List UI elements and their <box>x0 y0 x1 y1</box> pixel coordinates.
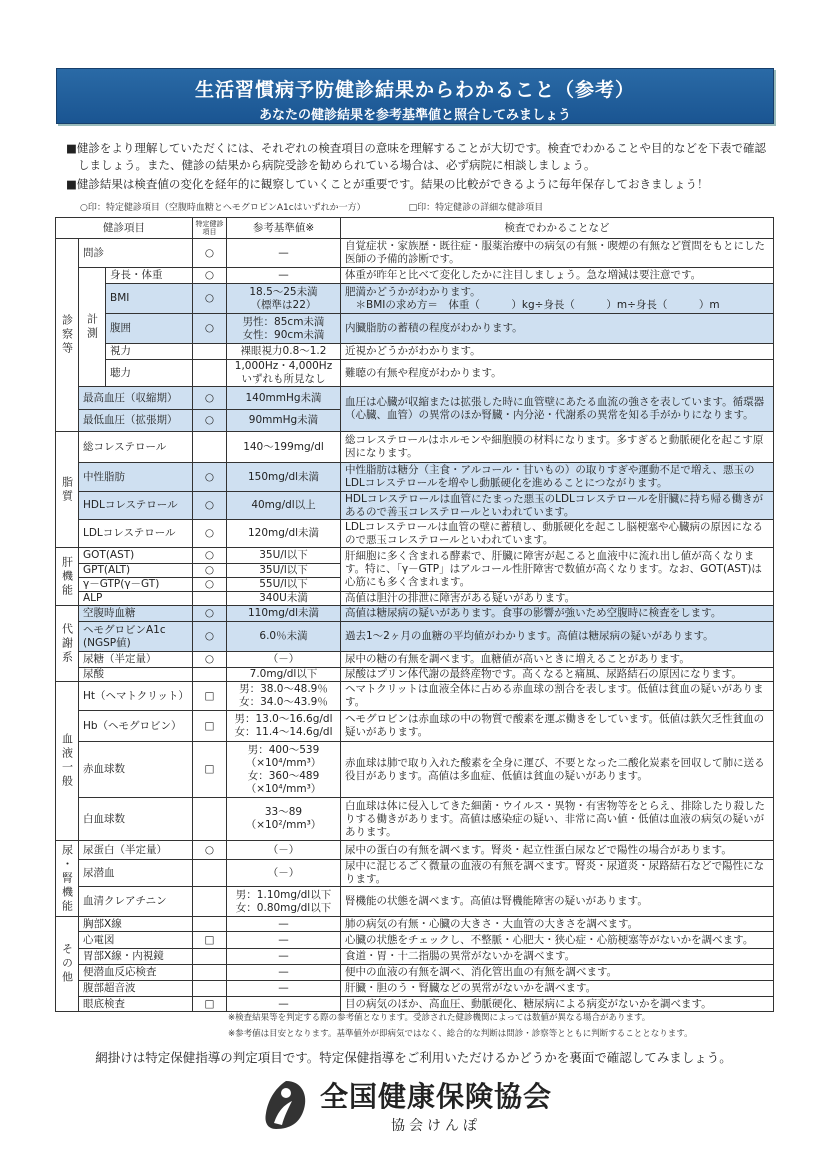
category-label: その他 <box>56 917 79 1012</box>
item-description: 体重が昨年と比べて変化したかに注目しましょう。急な増減は要注意です。 <box>341 268 774 284</box>
item-name: 中性脂肪 <box>79 463 193 492</box>
intro-text <box>66 140 771 195</box>
item-name: 最低血圧（拡張期） <box>79 410 193 432</box>
item-description: 難聴の有無や程度がわかります。 <box>341 360 774 387</box>
title-banner <box>56 68 774 124</box>
table-row <box>56 981 774 997</box>
category-label: 血液一般 <box>56 682 79 841</box>
kyokai-kenpo-logo <box>262 1075 552 1135</box>
item-description: 尿酸はプリン体代謝の最終産物です。高くなると痛風、尿路結石の原因になります。 <box>341 668 774 682</box>
item-reference: — <box>227 997 341 1012</box>
item-reference: 7.0mg/dl以下 <box>227 668 341 682</box>
table-row <box>56 548 774 564</box>
item-reference: （－） <box>227 652 341 668</box>
item-mark: ○ <box>193 564 227 578</box>
item-name: 尿潜血 <box>79 860 193 887</box>
item-description: 食道・胃・十二指腸の異常がないかを調べます。 <box>341 949 774 965</box>
item-name: 空腹時血糖 <box>79 606 193 622</box>
item-name: 問診 <box>79 239 193 268</box>
item-name: 腹囲 <box>106 314 193 344</box>
item-reference: 男：400～539 （×10⁴/mm³） 女：360～489 （×10⁴/mm³） <box>227 742 341 798</box>
item-name: ヘモグロビンA1c (NGSP値) <box>79 622 193 652</box>
table-row <box>56 917 774 932</box>
intro-paragraph: ■健診をより理解していただくには、それぞれの検査項目の意味を理解することが大切です。検査でわかることや目的などを下表で確認しましょう。また、健診の結果から病院受診を勧められている場合は、必ず病院に相談しましょう。 <box>66 141 766 172</box>
item-reference: 35U/l以下 <box>227 564 341 578</box>
item-reference: 6.0％未満 <box>227 622 341 652</box>
item-description: 自覚症状・家族歴・既往症・服薬治療中の病気の有無・喫煙の有無など質問をもとにした医師の予備的診断です。 <box>341 239 774 268</box>
item-mark: ○ <box>193 520 227 548</box>
item-name: 視力 <box>106 344 193 360</box>
table-row <box>56 432 774 463</box>
table-row <box>56 284 774 314</box>
item-description: 総コレステロールはホルモンや細胞膜の材料になります。多すぎると動脈硬化を起こす原因になります。 <box>341 432 774 463</box>
item-description: LDLコレステロールは血管の壁に蓄積し、動脈硬化を起こし脳梗塞や心臓病の原因になるので悪玉コレステロールといわれています。 <box>341 520 774 548</box>
item-mark: ○ <box>193 548 227 564</box>
item-description: 過去1～2ヶ月の血糖の平均値がわかります。高値は糖尿病の疑いがあります。 <box>341 622 774 652</box>
item-description: 尿中に混じるごく微量の血液の有無を調べます。腎炎・尿道炎・尿路結石などで陽性になります。 <box>341 860 774 887</box>
item-reference: — <box>227 965 341 981</box>
footnotes <box>228 1010 693 1042</box>
item-name: 心電図 <box>79 932 193 949</box>
item-reference: 男：1.10mg/dl以下 女：0.80mg/dl以下 <box>227 887 341 917</box>
item-description: 腎機能の状態を調べます。高値は腎機能障害の疑いがあります。 <box>341 887 774 917</box>
item-mark: □ <box>193 742 227 798</box>
item-name: 尿蛋白（半定量） <box>79 841 193 860</box>
item-description: ヘモグロビンは赤血球の中の物質で酸素を運ぶ働きをしています。低値は鉄欠乏性貧血の疑いがあります。 <box>341 711 774 742</box>
item-description: ヘマトクリットは血液全体に占める赤血球の割合を表します。低値は貧血の疑いがあります。 <box>341 682 774 711</box>
item-name: 白血球数 <box>79 798 193 841</box>
header-mark: 特定健診項目 <box>193 218 227 239</box>
item-description: 肝臓・胆のう・腎臓などの異常がないかを調べます。 <box>341 981 774 997</box>
table-row <box>56 949 774 965</box>
item-mark: ○ <box>193 652 227 668</box>
page-subtitle: あなたの健診結果を参考基準値と照合してみましょう <box>258 108 571 123</box>
table-row <box>56 742 774 798</box>
item-description: 血圧は心臓が収縮または拡張した時に血管壁にあたる血流の強さを表しています。循環器（心臓、血管）の異常のほか腎臓・内分泌・代謝系の異常を知る手がかりになります。 <box>341 387 774 432</box>
item-description: 白血球は体に侵入してきた細菌・ウイルス・異物・有害物等をとらえ、排除したり殺したりする働きがあります。高値は感染症の疑い、非常に高い値・低値は血液の病気の疑いがあります。 <box>341 798 774 841</box>
item-reference: — <box>227 932 341 949</box>
footnote: ※検査結果等を判定する際の参考値となります。受診された健診機関によっては数値が異なる場合があります。 <box>228 1013 651 1023</box>
table-row <box>56 668 774 682</box>
table-row <box>56 344 774 360</box>
item-mark: ○ <box>193 463 227 492</box>
item-mark: ○ <box>193 606 227 622</box>
item-description: 近視かどうかがわかります。 <box>341 344 774 360</box>
item-reference: 110mg/dl未満 <box>227 606 341 622</box>
item-reference: — <box>227 981 341 997</box>
category-label: 診察等 <box>56 239 79 432</box>
item-reference: — <box>227 917 341 932</box>
item-reference: 1,000Hz・4,000Hz いずれも所見なし <box>227 360 341 387</box>
logo-sub: 協会けんぽ <box>391 1118 481 1134</box>
item-name: 尿糖（半定量） <box>79 652 193 668</box>
logo-mark-icon <box>262 1079 310 1131</box>
item-description: 高値は胆汁の排泄に障害がある疑いがあります。 <box>341 592 774 606</box>
item-mark <box>193 432 227 463</box>
table-row <box>56 682 774 711</box>
item-mark <box>193 592 227 606</box>
table-row <box>56 652 774 668</box>
table-row <box>56 520 774 548</box>
item-reference: — <box>227 268 341 284</box>
table-row <box>56 798 774 841</box>
item-mark <box>193 668 227 682</box>
item-name: 総コレステロール <box>79 432 193 463</box>
item-description: 便中の血液の有無を調べ、消化管出血の有無を調べます。 <box>341 965 774 981</box>
item-name: 腹部超音波 <box>79 981 193 997</box>
table-row <box>56 887 774 917</box>
legend-square: □印：特定健診の詳細な健診項目 <box>408 203 544 213</box>
item-name: GPT(ALT) <box>79 564 193 578</box>
item-mark: ○ <box>193 314 227 344</box>
item-name: γ－GTP(γ－GT) <box>79 578 193 592</box>
item-name: 便潜血反応検査 <box>79 965 193 981</box>
item-mark: ○ <box>193 239 227 268</box>
table-row <box>56 841 774 860</box>
subcategory-label: 計測 <box>79 268 106 387</box>
item-mark: ○ <box>193 284 227 314</box>
category-label: 肝機能 <box>56 548 79 606</box>
item-name: 最高血圧（収縮期） <box>79 387 193 410</box>
table-row <box>56 592 774 606</box>
item-reference: （－） <box>227 841 341 860</box>
item-name: GOT(AST) <box>79 548 193 564</box>
table-row <box>56 314 774 344</box>
item-name: 身長・体重 <box>106 268 193 284</box>
item-name: BMI <box>106 284 193 314</box>
item-reference: 55U/l以下 <box>227 578 341 592</box>
footnote: ※参考値は目安となります。基準値外が即病気ではなく、総合的な判断は問診・診察等とともに判断することとなります。 <box>228 1029 693 1039</box>
item-description: 肥満かどうかがわかります。 ＊BMIの求め方＝ 体重（ ）kg÷身長（ ）m÷身長（ ）m <box>341 284 774 314</box>
item-mark <box>193 981 227 997</box>
header-desc: 検査でわかることなど <box>341 218 774 239</box>
category-label: 代謝系 <box>56 606 79 682</box>
item-reference: 男：13.0～16.6g/dl 女：11.4～14.6g/dl <box>227 711 341 742</box>
item-name: Hb（ヘモグロビン） <box>79 711 193 742</box>
table-row <box>56 268 774 284</box>
item-reference: 18.5～25未満 （標準は22） <box>227 284 341 314</box>
item-mark: ○ <box>193 622 227 652</box>
header-ref: 参考基準値※ <box>227 218 341 239</box>
item-reference: 33～89（×10²/mm³） <box>227 798 341 841</box>
item-mark <box>193 949 227 965</box>
item-description: 高値は糖尿病の疑いがあります。食事の影響が強いため空腹時に検査をします。 <box>341 606 774 622</box>
item-mark <box>193 965 227 981</box>
item-mark: □ <box>193 932 227 949</box>
item-mark <box>193 360 227 387</box>
item-reference: 340U未満 <box>227 592 341 606</box>
table-row <box>56 463 774 492</box>
item-reference: 男性：85cm未満 女性：90cm未満 <box>227 314 341 344</box>
item-mark: □ <box>193 682 227 711</box>
legend-circle: ○印：特定健診項目（空腹時血糖とヘモグロビンA1cはいずれか一方） <box>80 203 366 213</box>
category-label: 尿・腎機能 <box>56 841 79 917</box>
item-description: 赤血球は肺で取り入れた酸素を全身に運び、不要となった二酸化炭素を回収して肺に送る役目があります。高値は多血症、低値は貧血の疑いがあります。 <box>341 742 774 798</box>
item-name: HDLコレステロール <box>79 492 193 520</box>
item-name: 胃部X線・内視鏡 <box>79 949 193 965</box>
item-mark: □ <box>193 711 227 742</box>
header-item: 健診項目 <box>56 218 193 239</box>
item-reference: — <box>227 949 341 965</box>
item-mark: □ <box>193 997 227 1012</box>
item-description: HDLコレステロールは血管にたまった悪玉のLDLコレステロールを肝臓に持ち帰る働きがあるので善玉コレステロールといわれています。 <box>341 492 774 520</box>
table-row <box>56 932 774 949</box>
item-name: 眼底検査 <box>79 997 193 1012</box>
checkup-table <box>55 217 774 1012</box>
item-mark: ○ <box>193 578 227 592</box>
item-name: LDLコレステロール <box>79 520 193 548</box>
table-row <box>56 860 774 887</box>
item-reference: 140mmHg未満 <box>227 387 341 410</box>
table-row <box>56 492 774 520</box>
item-reference: 150mg/dl未満 <box>227 463 341 492</box>
item-reference: 35U/l以下 <box>227 548 341 564</box>
category-label: 脂質 <box>56 432 79 548</box>
item-reference: 裸眼視力0.8～1.2 <box>227 344 341 360</box>
item-name: 血清クレアチニン <box>79 887 193 917</box>
item-name: Ht（ヘマトクリット） <box>79 682 193 711</box>
footer-note: 網掛けは特定保健指導の判定項目です。特定保健指導をご利用いただけるかどうかを裏面で確認してみましょう。 <box>95 1050 732 1065</box>
table-row <box>56 387 774 410</box>
item-mark <box>193 798 227 841</box>
item-reference: — <box>227 239 341 268</box>
item-name: ALP <box>79 592 193 606</box>
item-description: 心臓の状態をチェックし、不整脈・心肥大・狭心症・心筋梗塞等がないかを調べます。 <box>341 932 774 949</box>
item-reference: （－） <box>227 860 341 887</box>
page-title: 生活習慣病予防健診結果からわかること（参考） <box>194 79 635 101</box>
item-reference: 120mg/dl未満 <box>227 520 341 548</box>
item-mark <box>193 860 227 887</box>
table-row <box>56 606 774 622</box>
item-description: 目の病気のほか、高血圧、動脈硬化、糖尿病による病変がないかを調べます。 <box>341 997 774 1012</box>
table-row <box>56 239 774 268</box>
legend <box>80 200 583 213</box>
item-description: 肺の病気の有無・心臓の大きさ・大血管の大きさを調べます。 <box>341 917 774 932</box>
item-mark <box>193 887 227 917</box>
item-mark: ○ <box>193 387 227 410</box>
table-row <box>56 711 774 742</box>
item-mark <box>193 344 227 360</box>
table-row <box>56 360 774 387</box>
item-mark: ○ <box>193 492 227 520</box>
table-row <box>56 965 774 981</box>
item-reference: 140～199mg/dl <box>227 432 341 463</box>
item-description: 中性脂肪は糖分（主食・アルコール・甘いもの）の取りすぎや運動不足で増え、悪玉のLDLコレステロールを増やし動脈硬化を進めることにつながります。 <box>341 463 774 492</box>
item-name: 赤血球数 <box>79 742 193 798</box>
item-reference: 40mg/dl以上 <box>227 492 341 520</box>
item-reference: 男：38.0～48.9％ 女：34.0～43.9％ <box>227 682 341 711</box>
item-description: 尿中の蛋白の有無を調べます。腎炎・起立性蛋白尿などで陽性の場合があります。 <box>341 841 774 860</box>
item-mark <box>193 917 227 932</box>
item-name: 尿酸 <box>79 668 193 682</box>
item-description: 内臓脂肪の蓄積の程度がわかります。 <box>341 314 774 344</box>
item-description: 尿中の糖の有無を調べます。血糖値が高いときに増えることがあります。 <box>341 652 774 668</box>
item-mark: ○ <box>193 410 227 432</box>
item-name: 胸部X線 <box>79 917 193 932</box>
table-row <box>56 622 774 652</box>
item-mark: ○ <box>193 268 227 284</box>
item-reference: 90mmHg未満 <box>227 410 341 432</box>
item-mark: ○ <box>193 841 227 860</box>
table-header-row <box>56 218 774 239</box>
item-name: 聴力 <box>106 360 193 387</box>
intro-paragraph: ■健診結果は検査値の変化を経年的に観察していくことが重要です。結果の比較ができるように毎年保存しておきましょう！ <box>66 177 709 191</box>
logo-name: 全国健康保険協会 <box>320 1080 553 1113</box>
item-description: 肝細胞に多く含まれる酵素で、肝臓に障害が起こると血液中に流れ出し値が高くなります。特に、「γ－GTP」はアルコール性肝障害で数値が高くなります。なお、GOT(AST)は心筋にも多く含まれます。 <box>341 548 774 592</box>
